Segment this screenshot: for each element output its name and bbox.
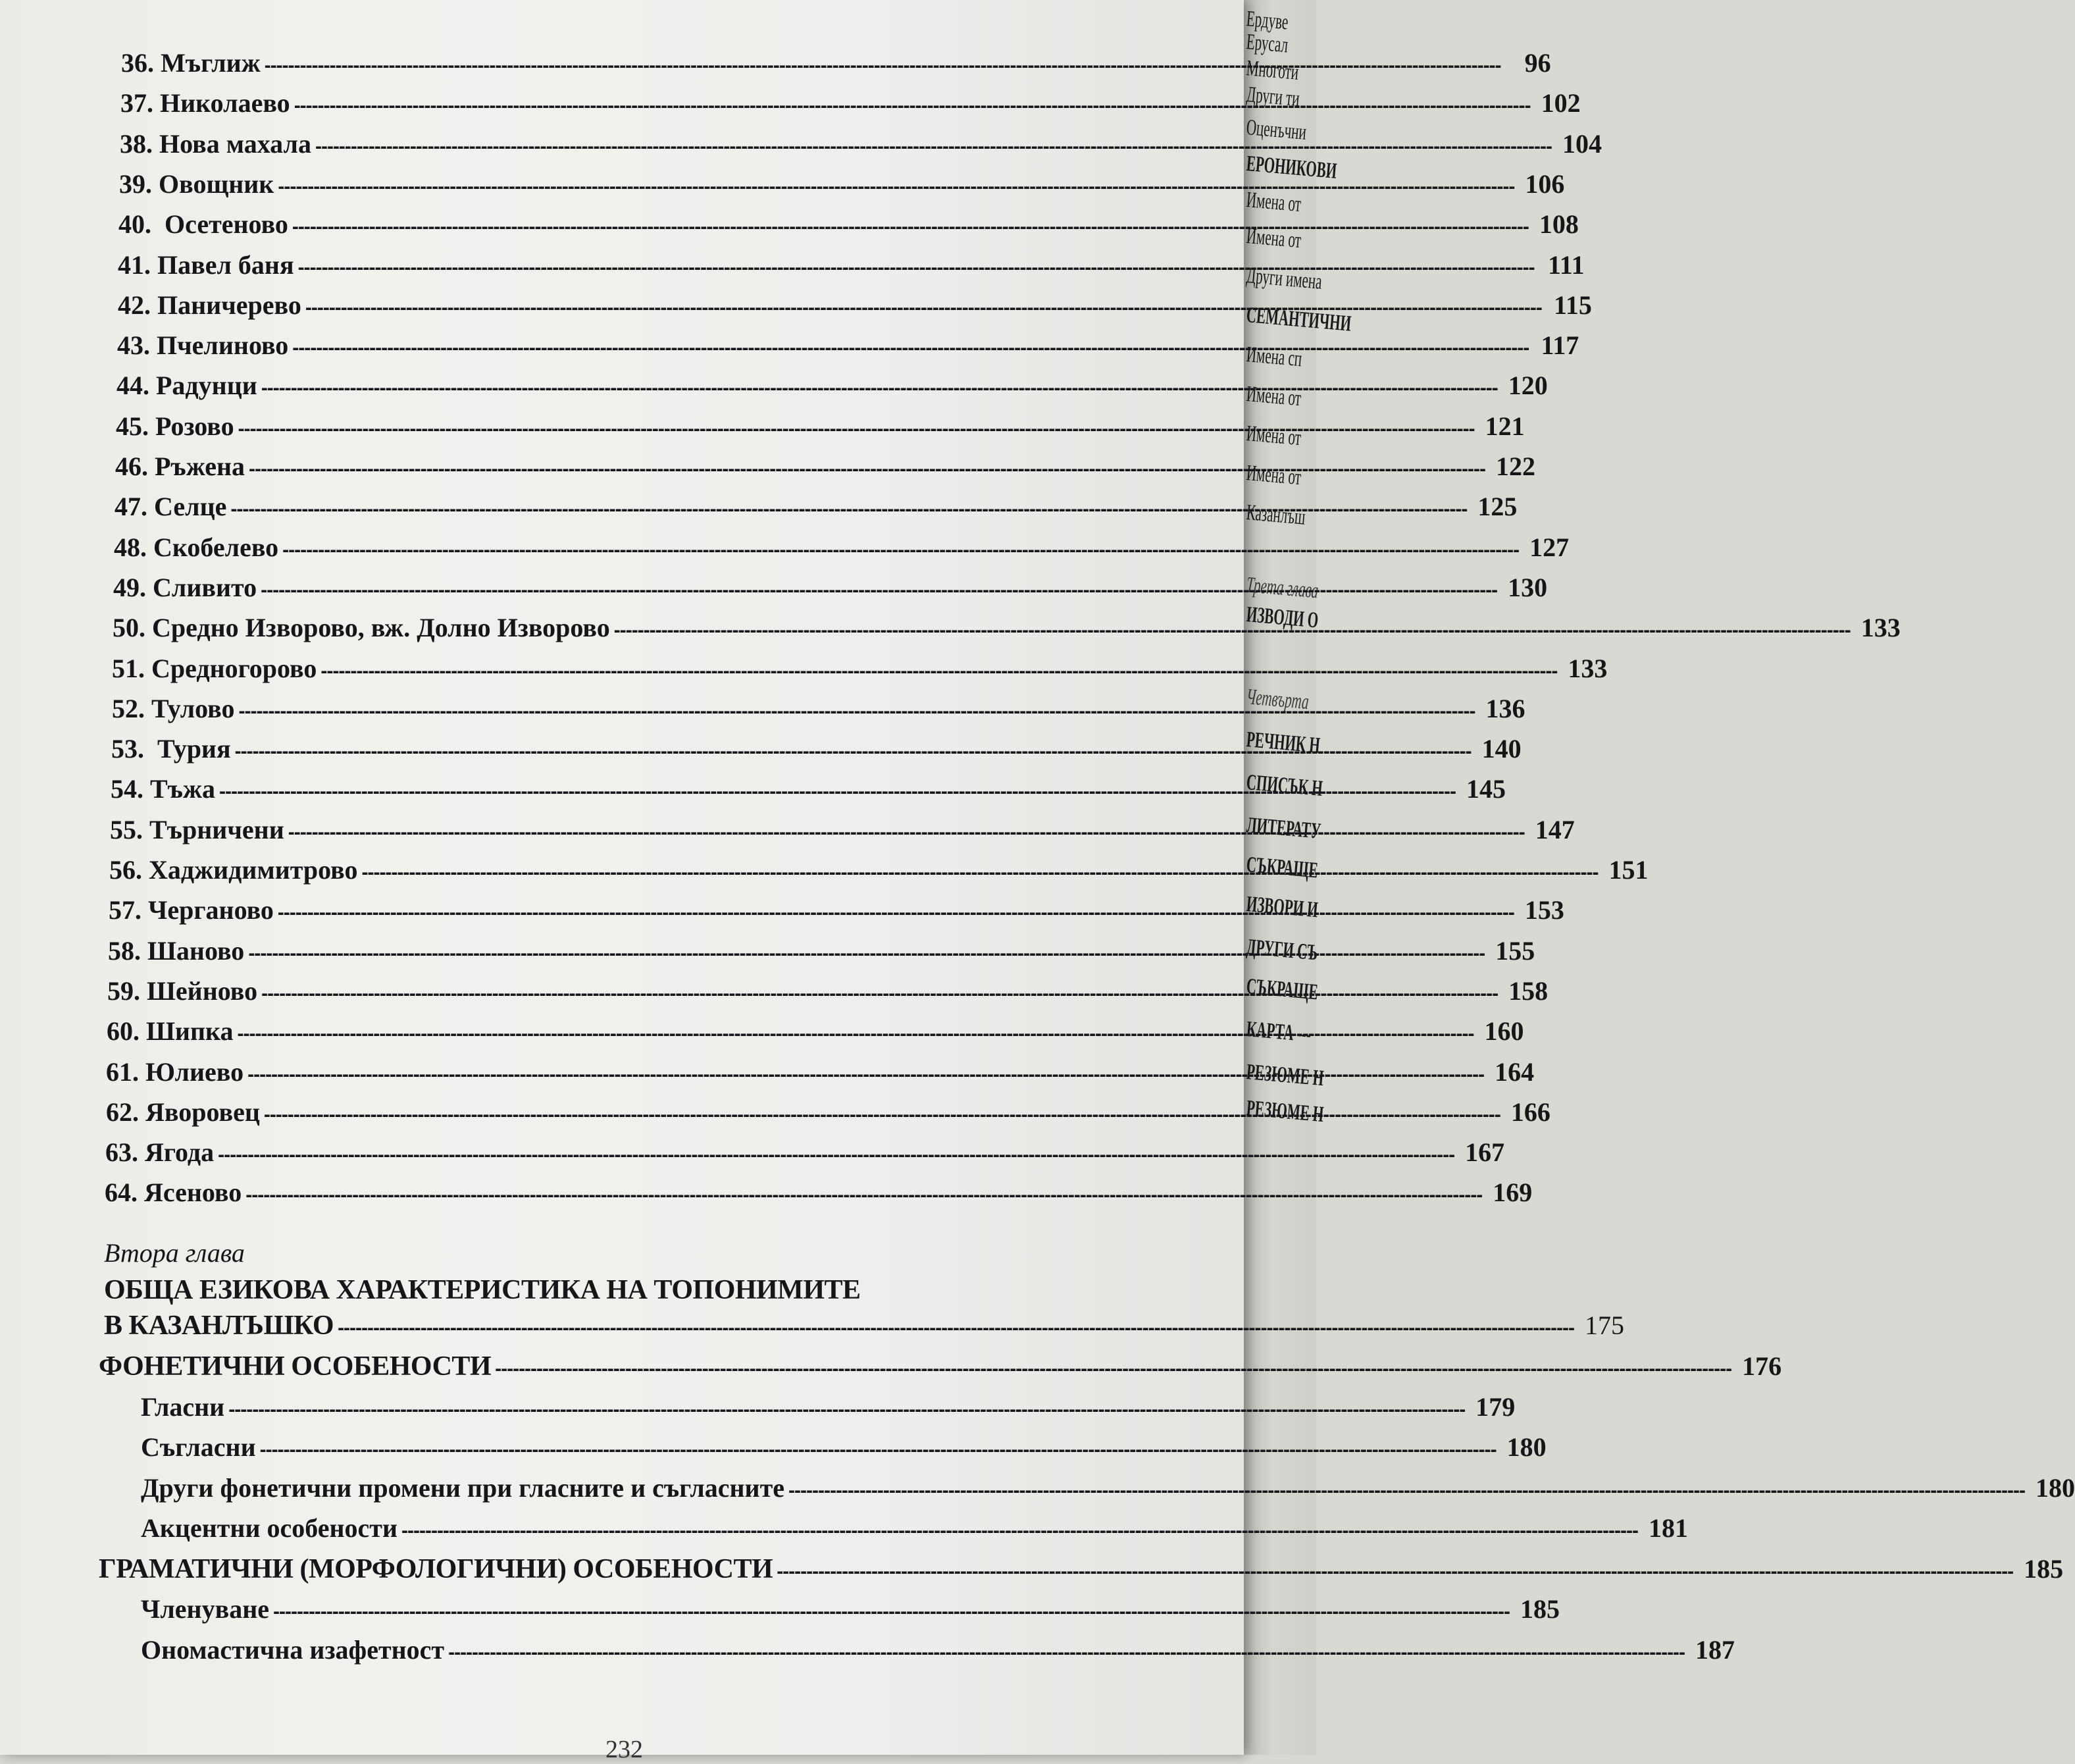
page-ref: 187 [1695, 1635, 1735, 1665]
page-ref: 96 [1524, 48, 1551, 78]
dot-leader [282, 533, 1519, 567]
toc-entry-label: 51. Средногорово [112, 654, 317, 683]
dot-leader [278, 170, 1514, 204]
chapter-title-line2 [104, 1309, 1625, 1343]
dot-leader [320, 654, 1557, 688]
dot-leader [235, 735, 1472, 769]
page-ref: 145 [1466, 774, 1506, 804]
page-ref: 120 [1508, 371, 1548, 400]
page-ref: 180 [2035, 1473, 2075, 1503]
dot-leader [292, 331, 1529, 365]
right-page-line: СЪКРАЩЕ [1245, 974, 1319, 1005]
toc-entry [105, 1135, 1505, 1170]
right-page-line: РЕЗЮМЕ Н [1245, 1060, 1325, 1091]
section-label: Съгласни [141, 1432, 256, 1462]
subsection-entry [141, 1471, 2075, 1505]
section-label: ФОНЕТИЧНИ ОСОБЕНОСТИ [99, 1351, 492, 1382]
page-ref: 160 [1484, 1016, 1524, 1046]
toc-entry-label: 59. Шейново [107, 976, 258, 1006]
dot-leader [238, 694, 1475, 729]
subsection-entry [141, 1592, 1560, 1626]
page-ref: 175 [1585, 1310, 1625, 1340]
page-ref: 185 [1520, 1594, 1560, 1624]
section-label: Гласни [141, 1392, 225, 1422]
right-page-line: Имена от [1245, 461, 1302, 490]
right-page-line: Други ти [1245, 82, 1301, 111]
right-page-line: РЕЧНИК Н [1245, 727, 1321, 758]
right-page-line: ИЗВОДИ О [1245, 602, 1319, 633]
page-ref: 158 [1508, 976, 1549, 1006]
dot-leader [614, 613, 1851, 648]
section-heading [99, 1552, 2064, 1586]
page-ref: 104 [1562, 129, 1602, 159]
section-heading [99, 1349, 1782, 1384]
section-label: Акцентни особености [141, 1513, 397, 1543]
dot-leader [237, 1017, 1473, 1051]
right-page-line: Имена от [1245, 382, 1302, 411]
section-label: Други фонетични промени при гласните и съгласните [141, 1473, 785, 1503]
page-ref: 130 [1508, 573, 1548, 602]
dot-leader [315, 130, 1552, 164]
right-page-line: КАРТА --- [1245, 1017, 1312, 1047]
dot-leader [230, 492, 1467, 527]
right-page-line: Многоти [1245, 56, 1300, 85]
toc-entry-label: 41. Павел баня [118, 250, 294, 280]
toc-entry-label: 55. Търничени [110, 815, 284, 844]
toc-entry-label: 40. Осетеново [118, 209, 288, 239]
page-ref: 117 [1541, 330, 1579, 360]
toc-entry-label: 61. Юлиево [106, 1057, 244, 1087]
dot-leader [777, 1555, 2013, 1589]
right-page-line: СЕМАНТИЧНИ [1245, 303, 1352, 336]
dot-leader [338, 1311, 1574, 1345]
dot-leader [248, 937, 1485, 971]
toc-entry-label: 45. Розово [116, 411, 234, 441]
subsection-entry [141, 1390, 1516, 1424]
right-page-line: Четвърта [1245, 685, 1310, 715]
right-page-line: ЕРОНИКОВИ [1245, 151, 1338, 184]
toc-entry-label: 53. Турия [111, 734, 231, 764]
chapter-title-label: В КАЗАНЛЪШКО [104, 1310, 334, 1341]
toc-entry-label: 37. Николаево [120, 88, 290, 118]
toc-entry-label: 44. Радунци [116, 371, 257, 400]
right-page-line: Други имена [1245, 263, 1323, 294]
dot-leader [305, 291, 1542, 325]
toc-entry-label: 60. Шипка [107, 1016, 234, 1046]
dot-leader [294, 89, 1531, 123]
page-ref: 121 [1485, 411, 1525, 441]
right-page-line: Имена от [1245, 224, 1302, 253]
page-ref: 108 [1539, 209, 1579, 239]
page-ref: 151 [1608, 855, 1649, 885]
page-ref: 133 [1860, 613, 1901, 642]
dot-leader [264, 1098, 1500, 1132]
toc-entry-label: 43. Пчелиново [117, 330, 289, 360]
dot-leader [228, 1393, 1465, 1427]
page-ref: 176 [1742, 1351, 1782, 1381]
dot-leader [788, 1474, 2025, 1508]
dot-leader [249, 452, 1485, 486]
dot-leader [261, 977, 1498, 1011]
right-page-line: Оценъчни [1245, 115, 1308, 145]
dot-leader [288, 816, 1525, 850]
toc-entry-label: 48. Скобелево [114, 532, 279, 562]
page-ref: 140 [1481, 734, 1522, 764]
toc-entry-label: 42. Паничерево [118, 290, 301, 320]
dot-leader [261, 573, 1497, 608]
subsection-entry [141, 1633, 1735, 1667]
page-ref: 133 [1568, 654, 1608, 683]
page-ref: 136 [1485, 694, 1525, 723]
toc-entry-label: 47. Селце [115, 492, 227, 521]
right-page-line: ДРУГИ СЪ [1245, 935, 1319, 966]
toc-entry-label: 36. Мъглиж [121, 48, 261, 78]
right-page-line: СЪКРАЩЕ [1245, 852, 1319, 883]
dot-leader [292, 210, 1529, 244]
right-page-line: Имена сп [1245, 342, 1303, 372]
section-label: ГРАМАТИЧНИ (МОРФОЛОГИЧНИ) ОСОБЕНОСТИ [99, 1554, 773, 1584]
toc-entry-label: 52. Тулово [112, 694, 235, 723]
toc-entry-label: 57. Черганово [109, 895, 274, 925]
page-ref: 127 [1529, 532, 1570, 562]
chapter-title-line1: ОБЩА ЕЗИКОВА ХАРАКТЕРИСТИКА НА ТОПОНИМИТЕ [104, 1275, 861, 1305]
page-ref: 155 [1495, 936, 1535, 966]
right-page-line: Трета глава [1245, 573, 1319, 604]
toc-entry [105, 1176, 1533, 1210]
page-ref: 167 [1465, 1137, 1505, 1167]
dot-leader [265, 49, 1501, 83]
toc-entry-label: 58. Шаново [108, 936, 245, 966]
right-page-line: Казанлъш [1245, 500, 1307, 530]
right-page-line: Ерусал [1245, 30, 1289, 58]
dot-leader [261, 371, 1498, 405]
dot-leader [401, 1514, 1638, 1548]
page-ref: 106 [1525, 169, 1565, 199]
toc-entry-label: 50. Средно Изворово, вж. Долно Изворово [113, 613, 610, 642]
right-page-line: ИЗВОРИ И [1245, 892, 1319, 923]
dot-leader [238, 412, 1475, 446]
toc-entry-label: 39. Овощник [119, 169, 274, 199]
right-page-line: Имена от [1245, 188, 1302, 217]
page-ref: 122 [1496, 452, 1535, 481]
page-ref: 166 [1510, 1097, 1550, 1127]
right-page-line: СПИСЪК Н [1245, 770, 1324, 802]
page-ref: 153 [1524, 895, 1564, 925]
toc-entry-label: 64. Ясеново [105, 1178, 242, 1207]
page-number: 232 [605, 1736, 643, 1763]
chapter-label: Втора глава [104, 1238, 245, 1268]
right-page-line: РЕЗЮМЕ Н [1245, 1096, 1325, 1128]
subsection-entry [141, 1511, 1688, 1545]
subsection-entry [141, 1430, 1547, 1465]
dot-leader [273, 1595, 1510, 1629]
dot-leader [260, 1433, 1497, 1467]
dot-leader [298, 251, 1535, 285]
page-ref: 147 [1535, 815, 1575, 844]
dot-leader [245, 1178, 1482, 1212]
dot-leader [448, 1636, 1685, 1670]
dot-leader [247, 1058, 1484, 1092]
right-page-line: ЛИТЕРАТУ [1245, 813, 1322, 844]
page-ref: 115 [1554, 290, 1592, 320]
dot-leader [361, 856, 1598, 890]
dot-leader [495, 1352, 1731, 1386]
page-ref: 179 [1475, 1392, 1516, 1422]
toc-entry [112, 652, 1608, 686]
toc-entry-label: 63. Ягода [105, 1137, 215, 1167]
toc-entry-label: 54. Тъжа [111, 774, 216, 804]
page-ref: 164 [1495, 1057, 1535, 1087]
dot-leader [218, 1138, 1454, 1172]
toc-entry-label: 38. Нова махала [120, 129, 311, 159]
toc-entry-label: 56. Хаджидимитрово [109, 855, 358, 885]
right-page-line: Ердуве [1245, 7, 1290, 35]
section-label: Ономастична изафетност [141, 1635, 445, 1665]
section-label: Членуване [141, 1594, 269, 1624]
toc-entry-label: 46. Ръжена [115, 452, 245, 481]
toc-entry [114, 531, 1570, 565]
page-ref: 125 [1477, 492, 1518, 521]
page-ref: 180 [1506, 1432, 1547, 1462]
page-ref: 185 [2024, 1554, 2064, 1584]
page-ref: 181 [1648, 1513, 1688, 1543]
page-ref: 102 [1541, 88, 1581, 118]
right-page-line: Имена от [1245, 421, 1302, 451]
dot-leader [278, 896, 1514, 930]
page-ref: 111 [1547, 250, 1585, 280]
toc-entry-label: 62. Яворовец [106, 1097, 260, 1127]
dot-leader [219, 775, 1456, 809]
page-ref: 169 [1493, 1178, 1533, 1207]
toc-entry-label: 49. Сливито [113, 573, 257, 602]
